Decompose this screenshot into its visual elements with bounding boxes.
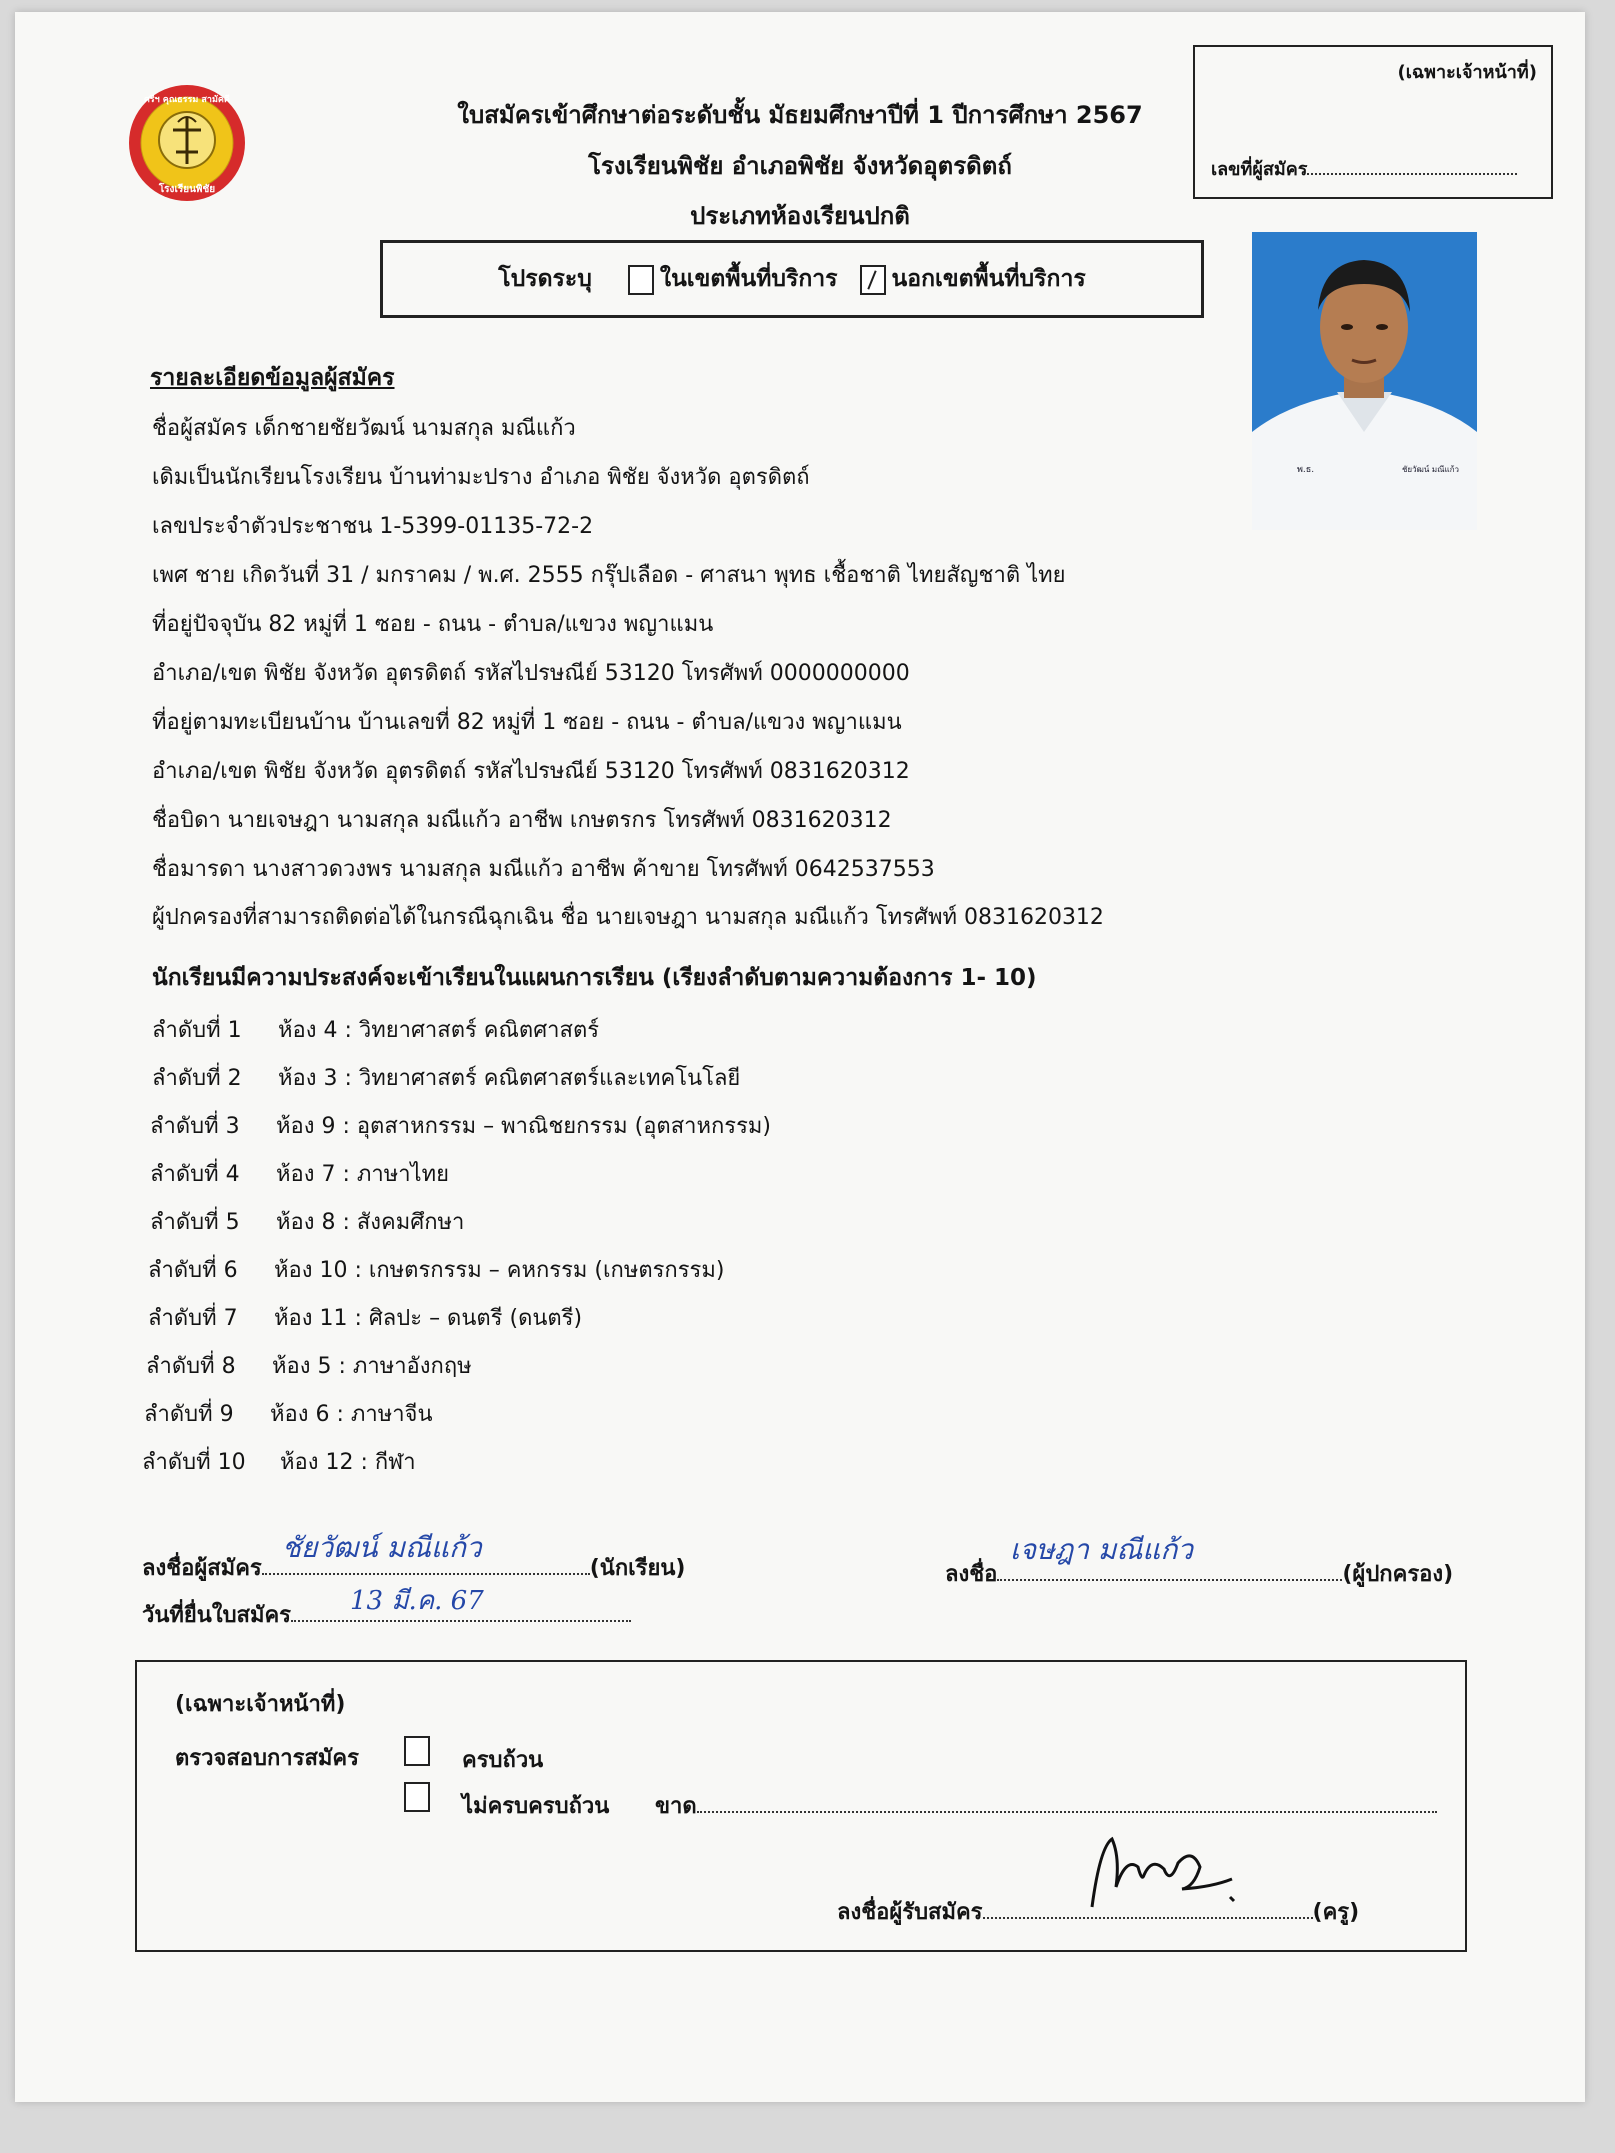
- check-application-label: ตรวจสอบการสมัคร: [175, 1746, 359, 1771]
- rank-6: ลำดับที่ 6: [148, 1258, 238, 1283]
- incomplete-checkbox[interactable]: [404, 1782, 430, 1812]
- applicant-section-title: รายละเอียดข้อมูลผู้สมัคร: [150, 365, 395, 391]
- rank-3-room: ห้อง 9 : อุตสาหกรรม – พาณิชยกรรม (อุตสาหกรรม): [276, 1114, 772, 1139]
- mother-line: ชื่อมารดา นางสาวดวงพร นามสกุล มณีแก้ว อาชีพ ค้าขาย โทรศัพท์ 0642537553: [152, 857, 935, 882]
- receiver-signature: [1082, 1827, 1242, 1917]
- current-address-line: ที่อยู่ปัจจุบัน 82 หมู่ที่ 1 ซอย - ถนน - ตำบล/แขวง พญาแมน: [152, 612, 714, 637]
- submission-date-value: 13 มี.ค. 67: [350, 1586, 484, 1616]
- rank-5: ลำดับที่ 5: [150, 1210, 240, 1235]
- rank-4-room: ห้อง 7 : ภาษาไทย: [276, 1162, 450, 1187]
- guardian-signature: เจษฎา มณีแก้ว: [1010, 1533, 1194, 1566]
- applicant-number-field[interactable]: เลขที่ผู้สมัคร: [1211, 154, 1517, 183]
- area-prompt: โปรดระบุ: [498, 266, 592, 292]
- complete-label: ครบถ้วน: [462, 1748, 544, 1773]
- guardian-signature-field[interactable]: ลงชื่อ (ผู้ปกครอง): [945, 1562, 1454, 1587]
- previous-school-line: เดิมเป็นนักเรียนโรงเรียน บ้านท่ามะปราง อำเภอ พิชัย จังหวัด อุตรดิตถ์: [152, 465, 810, 490]
- rank-3: ลำดับที่ 3: [150, 1114, 240, 1139]
- svg-text:ชัยวัฒน์ มณีแก้ว: ชัยวัฒน์ มณีแก้ว: [1402, 465, 1460, 474]
- applicant-photo: [1252, 232, 1477, 530]
- student-signature: ชัยวัฒน์ มณีแก้ว: [282, 1531, 482, 1564]
- rank-4: ลำดับที่ 4: [150, 1162, 240, 1187]
- rank-8-room: ห้อง 5 : ภาษาอังกฤษ: [272, 1354, 472, 1379]
- svg-text:พ.ธ.: พ.ธ.: [1297, 465, 1315, 475]
- rank-9: ลำดับที่ 9: [144, 1402, 234, 1427]
- rank-5-room: ห้อง 8 : สังคมศึกษา: [276, 1210, 465, 1235]
- registered-address-line: ที่อยู่ตามทะเบียนบ้าน บ้านเลขที่ 82 หมู่ที่ 1 ซอย - ถนน - ตำบล/แขวง พญาแมน: [152, 710, 902, 735]
- citizen-id-line: เลขประจำตัวประชาชน 1-5399-01135-72-2: [152, 514, 594, 539]
- form-title: ใบสมัครเข้าศึกษาต่อระดับชั้น มัธยมศึกษาปีที่ 1 ปีการศึกษา 2567: [457, 101, 1143, 129]
- out-area-checkbox[interactable]: [860, 265, 886, 295]
- in-area-label: ในเขตพื้นที่บริการ: [659, 266, 838, 292]
- svg-text:โรงเรียนพิชัย: โรงเรียนพิชัย: [158, 184, 216, 195]
- receiver-signature-field[interactable]: ลงชื่อผู้รับสมัคร (ครู): [837, 1900, 1360, 1925]
- service-area-box: [380, 240, 1204, 318]
- svg-text:ศรีฯ คุณธรรม สามัคคี: ศรีฯ คุณธรรม สามัคคี: [144, 95, 230, 105]
- incomplete-label: ไม่ครบครบถ้วน: [462, 1794, 610, 1819]
- school-line: โรงเรียนพิชัย อำเภอพิชัย จังหวัดอุตรดิตถ์: [588, 152, 1012, 180]
- rank-6-room: ห้อง 10 : เกษตรกรรม – คหกรรม (เกษตรกรรม): [274, 1258, 725, 1283]
- out-area-label: นอกเขตพื้นที่บริการ: [891, 266, 1086, 292]
- official-use-box-top: [1193, 45, 1553, 199]
- rank-2-room: ห้อง 3 : วิทยาศาสตร์ คณิตศาสตร์และเทคโนโลยี: [278, 1066, 741, 1091]
- in-area-checkbox[interactable]: [628, 265, 654, 295]
- father-line: ชื่อบิดา นายเจษฎา นามสกุล มณีแก้ว อาชีพ เกษตรกร โทรศัพท์ 0831620312: [152, 808, 892, 833]
- rank-10-room: ห้อง 12 : กีฬา: [280, 1450, 416, 1475]
- personal-info-line: เพศ ชาย เกิดวันที่ 31 / มกราคม / พ.ศ. 2555 กรุ๊ปเลือด - ศาสนา พุทธ เชื้อชาติ ไทยสัญชาติ ไทย: [152, 563, 1066, 588]
- rank-10: ลำดับที่ 10: [142, 1450, 246, 1475]
- rank-2: ลำดับที่ 2: [152, 1066, 242, 1091]
- rank-8: ลำดับที่ 8: [146, 1354, 236, 1379]
- official-use-box-bottom: [135, 1660, 1467, 1952]
- official-use-label: (เฉพาะเจ้าหน้าที่): [1397, 62, 1537, 83]
- emergency-contact-line: ผู้ปกครองที่สามารถติดต่อได้ในกรณีฉุกเฉิน ชื่อ นายเจษฎา นามสกุล มณีแก้ว โทรศัพท์ 0831620312: [152, 905, 1104, 930]
- submission-date-field[interactable]: วันที่ยื่นใบสมัคร: [142, 1597, 631, 1632]
- rank-7: ลำดับที่ 7: [148, 1306, 238, 1331]
- study-plan-heading: นักเรียนมีความประสงค์จะเข้าเรียนในแผนการเรียน (เรียงลำดับตามความต้องการ 1- 10): [152, 965, 1037, 991]
- rank-1: ลำดับที่ 1: [152, 1018, 242, 1043]
- current-district-line: อำเภอ/เขต พิชัย จังหวัด อุตรดิตถ์ รหัสไปรษณีย์ 53120 โทรศัพท์ 0000000000: [152, 661, 910, 686]
- registered-district-line: อำเภอ/เขต พิชัย จังหวัด อุตรดิตถ์ รหัสไปรษณีย์ 53120 โทรศัพท์ 0831620312: [152, 759, 910, 784]
- official-use-label-bottom: (เฉพาะเจ้าหน้าที่): [175, 1692, 346, 1717]
- applicant-name-line: ชื่อผู้สมัคร เด็กชายชัยวัฒน์ นามสกุล มณีแก้ว: [152, 416, 576, 441]
- missing-items-field[interactable]: ขาด: [655, 1788, 1437, 1823]
- class-type-line: ประเภทห้องเรียนปกติ: [690, 202, 910, 230]
- student-signature-field[interactable]: ลงชื่อผู้สมัคร (นักเรียน): [142, 1556, 686, 1581]
- rank-7-room: ห้อง 11 : ศิลปะ – ดนตรี (ดนตรี): [274, 1306, 583, 1331]
- rank-1-room: ห้อง 4 : วิทยาศาสตร์ คณิตศาสตร์: [278, 1018, 600, 1043]
- complete-checkbox[interactable]: [404, 1736, 430, 1766]
- rank-9-room: ห้อง 6 : ภาษาจีน: [270, 1402, 433, 1427]
